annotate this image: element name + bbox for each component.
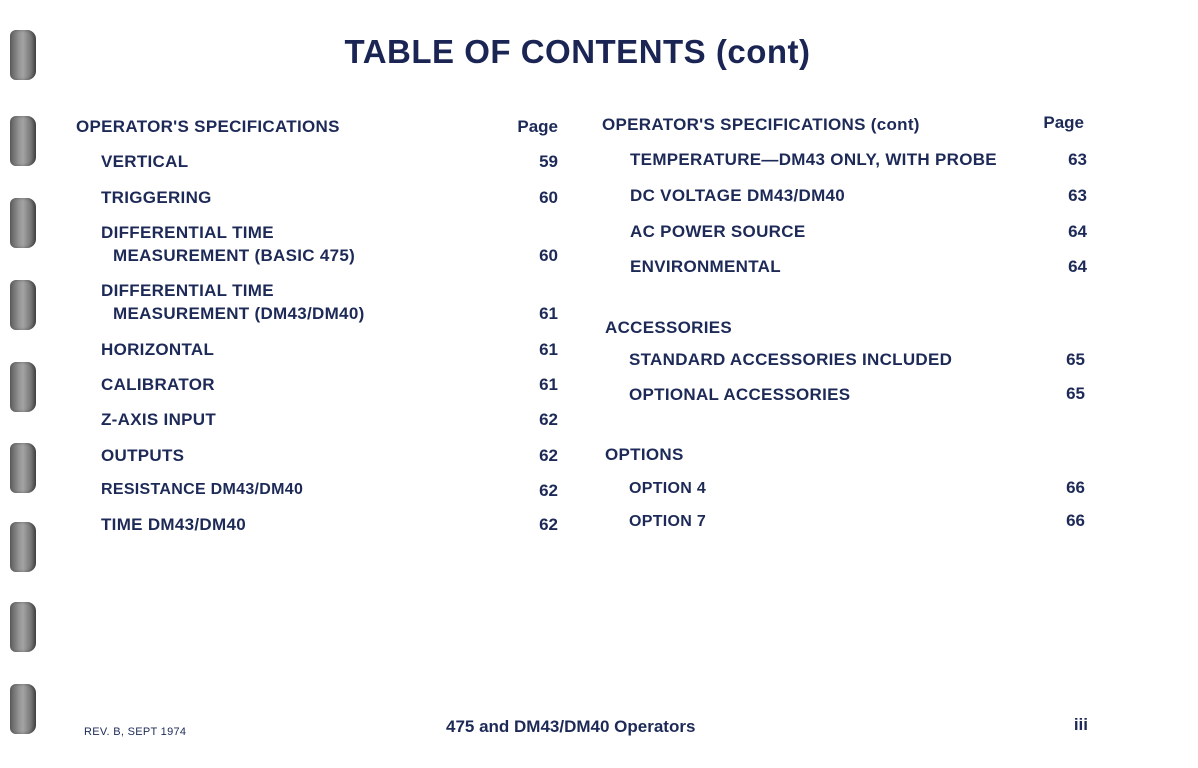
- toc-entry-calibrator[interactable]: CALIBRATOR: [101, 375, 215, 394]
- page-number: 60: [539, 246, 558, 265]
- toc-entry-dc-voltage[interactable]: DC VOLTAGE DM43/DM40: [630, 186, 846, 205]
- toc-entry-diff-time-basic-line2[interactable]: MEASUREMENT (BASIC 475): [113, 246, 356, 265]
- toc-entry-vertical[interactable]: VERTICAL: [101, 152, 189, 171]
- toc-entry-time[interactable]: TIME DM43/DM40: [101, 515, 246, 534]
- toc-entry-standard-accessories[interactable]: STANDARD ACCESSORIES INCLUDED: [629, 350, 953, 369]
- binder-hole: [10, 116, 36, 166]
- toc-entry-diff-time-dm[interactable]: DIFFERENTIAL TIME: [101, 281, 274, 300]
- binder-hole: [10, 362, 36, 412]
- toc-entry-option-4[interactable]: OPTION 4: [629, 480, 707, 497]
- page-number: 65: [1066, 384, 1085, 403]
- binder-holes: [0, 0, 60, 768]
- page-number: 64: [1068, 222, 1087, 241]
- page-number: 65: [1066, 350, 1085, 369]
- toc-entry-outputs[interactable]: OUTPUTS: [101, 446, 185, 465]
- page-number: 62: [539, 410, 558, 429]
- page-number: 63: [1068, 150, 1087, 169]
- page-number: 62: [539, 446, 558, 465]
- binder-hole: [10, 280, 36, 330]
- section-heading-options: OPTIONS: [605, 445, 684, 464]
- section-heading-accessories: ACCESSORIES: [605, 318, 733, 337]
- page-column-label: Page: [517, 117, 558, 136]
- section-heading: OPERATOR'S SPECIFICATIONS: [76, 117, 340, 136]
- toc-entry-resistance[interactable]: RESISTANCE DM43/DM40: [101, 481, 304, 498]
- binder-hole: [10, 443, 36, 493]
- footer-manual-title: 475 and DM43/DM40 Operators: [446, 717, 696, 736]
- section-heading: OPERATOR'S SPECIFICATIONS (cont): [602, 115, 920, 134]
- footer-page-number: iii: [1073, 715, 1088, 734]
- page-number: 66: [1066, 511, 1085, 530]
- binder-hole: [10, 522, 36, 572]
- toc-entry-diff-time-dm-line2[interactable]: MEASUREMENT (DM43/DM40): [113, 304, 365, 323]
- page-number: 63: [1068, 186, 1087, 205]
- page-title: TABLE OF CONTENTS (cont): [344, 33, 811, 70]
- page-number: 60: [539, 188, 558, 207]
- page-number: 64: [1068, 257, 1087, 276]
- toc-entry-temperature[interactable]: TEMPERATURE—DM43 ONLY, WITH PROBE: [630, 150, 997, 169]
- toc-entry-optional-accessories[interactable]: OPTIONAL ACCESSORIES: [629, 385, 851, 404]
- page-number: 66: [1066, 478, 1085, 497]
- toc-entry-ac-power-source[interactable]: AC POWER SOURCE: [630, 222, 806, 241]
- page-number: 61: [539, 375, 558, 394]
- page-number: 61: [539, 340, 558, 359]
- toc-entry-z-axis-input[interactable]: Z-AXIS INPUT: [101, 410, 217, 429]
- toc-entry-horizontal[interactable]: HORIZONTAL: [101, 340, 215, 359]
- page-number: 59: [539, 152, 558, 171]
- page-column-label: Page: [1043, 113, 1084, 132]
- binder-hole: [10, 198, 36, 248]
- toc-entry-environmental[interactable]: ENVIRONMENTAL: [630, 257, 781, 276]
- toc-entry-diff-time-basic[interactable]: DIFFERENTIAL TIME: [101, 223, 274, 242]
- footer-revision: REV. B, SEPT 1974: [84, 726, 187, 738]
- toc-entry-option-7[interactable]: OPTION 7: [629, 513, 707, 530]
- binder-hole: [10, 684, 36, 734]
- page-number: 62: [539, 481, 558, 500]
- toc-entry-triggering[interactable]: TRIGGERING: [101, 188, 212, 207]
- binder-hole: [10, 602, 36, 652]
- page-number: 61: [539, 304, 558, 323]
- page-number: 62: [539, 515, 558, 534]
